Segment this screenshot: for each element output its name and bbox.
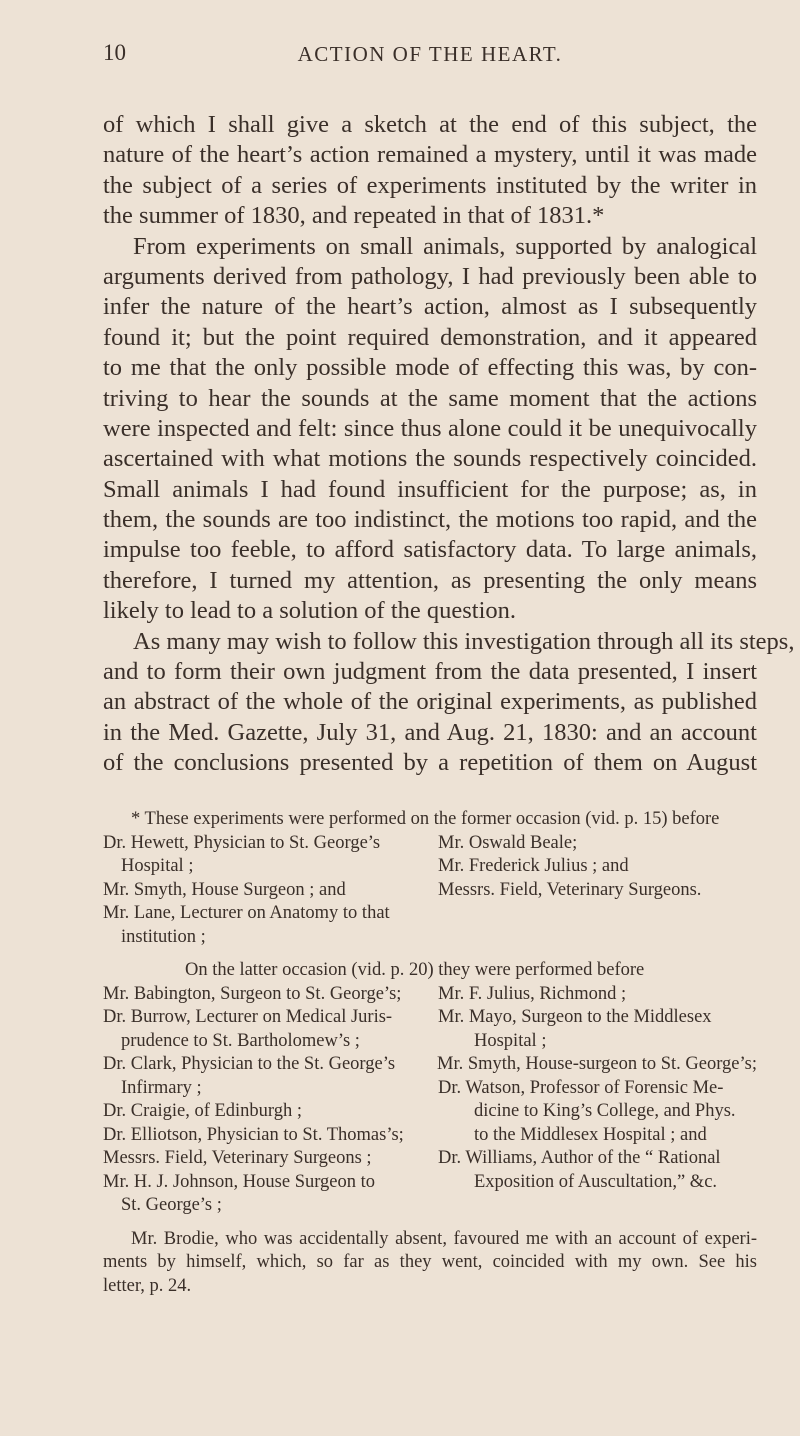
text-line: Small animals I had found insufficient for the purpose; as, in bbox=[103, 475, 757, 503]
witness-row bbox=[103, 1124, 757, 1148]
witness-right: Mr. Frederick Julius ; and bbox=[438, 856, 629, 876]
witness-right: to the Middlesex Hospital ; and bbox=[474, 1124, 707, 1145]
text-line: triving to hear the sounds at the same moment that the actions bbox=[103, 384, 757, 412]
running-header bbox=[103, 40, 757, 70]
witness-right: Dr. Watson, Professor of Forensic Me- bbox=[438, 1077, 724, 1098]
witness-right bbox=[438, 902, 757, 926]
witness-right: Mr. Smyth, House-surgeon to St. George’s; bbox=[437, 1054, 757, 1074]
footnote-intro: * These experiments were performed on the former occasion (vid. p. 15) before bbox=[131, 809, 720, 829]
witness-left: Hospital ; bbox=[121, 856, 194, 876]
text-line: of the conclusions presented by a repetition of them on August bbox=[103, 749, 757, 777]
text-line: the subject of a series of experiments instituted by the writer in bbox=[103, 171, 757, 199]
page-number: 10 bbox=[103, 40, 126, 65]
text-line: in the Med. Gazette, July 31, and Aug. 21, 1830: and an account bbox=[103, 718, 757, 746]
witness-left: Mr. Smyth, House Surgeon ; and bbox=[103, 879, 346, 900]
witness-right: Messrs. Field, Veterinary Surgeons. bbox=[438, 879, 702, 900]
text-line: were inspected and felt: since thus alone could it be unequivocally bbox=[103, 414, 757, 442]
witness-row bbox=[103, 983, 757, 1007]
footnote-closing-line: Mr. Brodie, who was accidentally absent, favoured me with an account of experi- bbox=[131, 1228, 757, 1249]
witness-left: Infirmary ; bbox=[121, 1077, 202, 1098]
witness-left: prudence to St. Bartholomew’s ; bbox=[121, 1030, 360, 1051]
witness-left: Mr. H. J. Johnson, House Surgeon to bbox=[103, 1171, 376, 1192]
witness-row bbox=[103, 1053, 757, 1077]
witness-left: Dr. Craigie, of Edinburgh ; bbox=[103, 1101, 303, 1121]
text-line: likely to lead to a solution of the question. bbox=[103, 597, 517, 625]
witness-right: Mr. F. Julius, Richmond ; bbox=[438, 983, 627, 1004]
text-line: arguments derived from pathology, I had previously been able to bbox=[103, 262, 757, 290]
text-line: As many may wish to follow this investigation through all its steps, bbox=[133, 627, 795, 655]
text-line: an abstract of the whole of the original experiments, as published bbox=[103, 688, 757, 716]
text-line: and to form their own judgment from the data presented, I insert bbox=[103, 658, 757, 686]
witness-row bbox=[103, 832, 757, 856]
witness-row bbox=[103, 1077, 757, 1101]
text-line: to me that the only possible mode of effecting this was, by con- bbox=[103, 354, 757, 382]
main-text bbox=[103, 110, 795, 779]
text-line: impulse too feeble, to afford satisfactory data. To large animals, bbox=[103, 536, 757, 564]
footnote bbox=[103, 808, 757, 1298]
running-title: ACTION OF THE HEART. bbox=[297, 42, 563, 66]
witness-left: Dr. Elliotson, Physician to St. Thomas’s; bbox=[103, 1124, 404, 1145]
witness-row bbox=[103, 902, 757, 926]
witness-left: Dr. Burrow, Lecturer on Medical Juris- bbox=[103, 1007, 393, 1027]
text-line: of which I shall give a sketch at the end of this subject, the bbox=[103, 111, 757, 138]
text-line: ascertained with what motions the sounds respectively coincided. bbox=[103, 445, 757, 473]
witness-right: Mr. Mayo, Surgeon to the Middlesex bbox=[438, 1007, 712, 1027]
witness-row bbox=[103, 879, 757, 903]
witness-row bbox=[103, 1147, 757, 1171]
witness-row bbox=[103, 1006, 757, 1030]
text-line: therefore, I turned my attention, as presenting the only means bbox=[103, 566, 757, 594]
witness-left: Dr. Hewett, Physician to St. George’s bbox=[103, 832, 381, 853]
witness-row bbox=[103, 1194, 757, 1218]
footnote-closing-line: letter, p. 24. bbox=[103, 1275, 192, 1296]
text-line: infer the nature of the heart’s action, almost as I subsequently bbox=[103, 293, 757, 321]
witness-left: Dr. Clark, Physician to the St. George’s bbox=[103, 1054, 396, 1074]
text-line: found it; but the point required demonstration, and it appeared bbox=[103, 323, 757, 351]
witness-right: Exposition of Auscultation,” &c. bbox=[474, 1171, 718, 1192]
footnote-closing-line: ments by himself, which, so far as they went, coincided with my own. See his bbox=[103, 1252, 757, 1272]
witness-left: St. George’s ; bbox=[121, 1195, 222, 1215]
witness-left: Mr. Lane, Lecturer on Anatomy to that bbox=[103, 903, 390, 923]
text-line: them, the sounds are too indistinct, the motions too rapid, and the bbox=[103, 506, 757, 534]
witness-right bbox=[438, 1194, 757, 1218]
witness-row bbox=[103, 1100, 757, 1124]
witness-right: Mr. Oswald Beale; bbox=[438, 832, 578, 853]
witness-left: Mr. Babington, Surgeon to St. George’s; bbox=[103, 983, 402, 1004]
witness-row bbox=[103, 855, 757, 879]
witness-left: institution ; bbox=[121, 926, 206, 947]
witness-row bbox=[103, 1030, 757, 1054]
witness-left: Messrs. Field, Veterinary Surgeons ; bbox=[103, 1148, 372, 1168]
witness-right: dicine to King’s College, and Phys. bbox=[474, 1101, 736, 1121]
footnote-intro: On the latter occasion (vid. p. 20) they were performed before bbox=[185, 960, 645, 980]
witness-row bbox=[103, 926, 757, 950]
witness-row bbox=[103, 1171, 757, 1195]
witness-right bbox=[438, 926, 757, 950]
text-line: nature of the heart’s action remained a mystery, until it was made bbox=[103, 141, 757, 169]
text-line: From experiments on small animals, supported by analogical bbox=[133, 232, 757, 260]
witness-right: Hospital ; bbox=[474, 1030, 547, 1051]
text-line: the summer of 1830, and repeated in that of 1831.* bbox=[103, 202, 605, 230]
witness-right: Dr. Williams, Author of the “ Rational bbox=[438, 1148, 721, 1168]
